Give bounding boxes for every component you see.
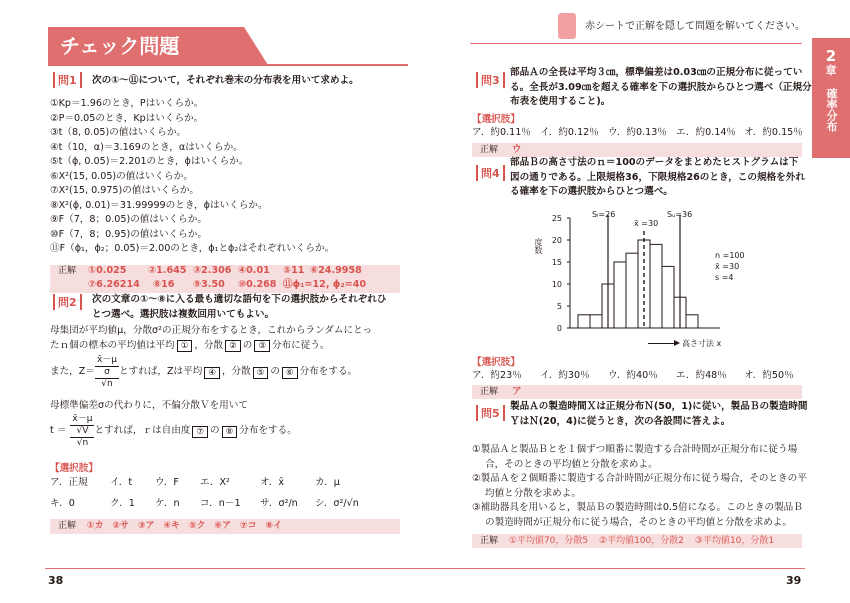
q4-answer: ア (512, 386, 522, 397)
chart-stats: n =100 x̄ =30 s =4 (715, 251, 745, 282)
q1-answer: ⑥24.9958 (310, 265, 362, 276)
q4-label: 問4 (476, 165, 505, 181)
q5-items (472, 443, 807, 530)
q5-item: ②製品Ａを２個順番に製造する合計時間が正規分布に従う場合，そのときの平 (472, 473, 807, 484)
q1-item: ②P＝0.05のとき，Kpはいくらか。 (50, 112, 204, 124)
t-fraction: x̄－μ √V √n (72, 414, 93, 448)
instruction-marker (558, 13, 576, 39)
y-tick-label: 15 (551, 258, 562, 267)
q5-item: ③補助器具を用いると，製品Ｂの製造時間は0.5倍になる。このときの製品Ｂ (472, 502, 803, 513)
q1-answer: ⑩0.268 (238, 279, 277, 290)
q1-answer: ①0.025 (88, 265, 127, 276)
q2-paragraph: 母集団が平均値μ，分散σ²の正規分布をするとき，これからランダムにとっ (50, 325, 373, 336)
q3-label: 問3 (476, 72, 505, 88)
page-title: チェック問題 (60, 34, 180, 58)
header-rule (48, 64, 408, 66)
q2-choice: ケ．n (155, 498, 180, 509)
y-tick-label: 25 (551, 214, 562, 223)
blank-4: ④ (204, 367, 220, 379)
q4-choice: エ．約48％ (676, 370, 727, 381)
q1-answer: ⑪ϕ₁=12, ϕ₂=40 (283, 279, 367, 290)
chart-xaxis-arrowhead (674, 340, 680, 346)
blank-3: ③ (254, 340, 270, 352)
q3-choice: ア．約0.11％ (472, 127, 531, 138)
instruction-text: 赤シートで正解を隠して問題を解いてください。 (585, 21, 805, 32)
q3-choice: オ．約0.15％ (744, 127, 803, 138)
q2-choice: イ．t (110, 477, 133, 488)
q1-item: ④t（10，α)＝3.169のとき，αはいくらか。 (50, 141, 243, 153)
q3-choices-label: 【選択肢】 (472, 114, 520, 125)
y-tick-label: 10 (551, 280, 562, 289)
q1-item: ⑧X²(ϕ, 0.01)＝31.99999のとき，ϕはいくらか。 (50, 199, 268, 211)
q2-text: 次の文章の①〜⑧に入る最も適切な語句を下の選択肢からそれぞれひ (92, 294, 387, 305)
q5-label: 問5 (476, 405, 505, 421)
q2-label: 問2 (53, 294, 82, 310)
blank-2: ② (225, 340, 241, 352)
q1-answer: ⑨3.50 (193, 279, 225, 290)
q2-choice: サ．σ²/n (260, 498, 298, 509)
q4-choice: オ．約50％ (744, 370, 794, 381)
q1-text: 次の①〜⑪について，それぞれ巻末の分布表を用いて求めよ。 (92, 75, 359, 86)
q1-answer: ③2.306 (193, 265, 232, 276)
q4-choice: ア．約23％ (472, 370, 522, 381)
q2-choice: シ．σ²/√n (315, 498, 359, 509)
chart-xaxis-arrow (648, 343, 676, 344)
q1-items (50, 97, 334, 257)
blank-6: ⑥ (282, 367, 298, 379)
histogram-bar (686, 315, 698, 328)
blank-5: ⑤ (253, 367, 269, 379)
q2-t-formula: t ＝ x̄－μ √V √n とすれば，ｒは自由度 ⑦ の ⑧ 分布をする。 (50, 414, 297, 448)
q2-text: とつ選べ。選択肢は複数回用いてもよい。 (92, 309, 275, 320)
q2-choice: コ．n－1 (200, 498, 241, 509)
q5-item-cont: の製造時間が正規分布に従う場合，そのときの平均値と分散を求めよ。 (485, 516, 792, 528)
q2-choice: ア．正規 (50, 477, 88, 488)
q3-choice: イ．約0.12％ (540, 127, 599, 138)
y-tick-label: 0 (556, 324, 562, 333)
q1-answer: ⑤11 (283, 265, 305, 276)
chart-ylabel: 度数 (534, 238, 543, 254)
histogram-bar (662, 266, 674, 328)
q4-choice: ウ．約40％ (608, 370, 658, 381)
q5-item-cont: 均値と分散を求めよ。 (485, 487, 581, 499)
q3-answer: ウ (512, 144, 522, 155)
q3-text: 部品Ａの全長は平均３㎝，標準偏差は0.03㎝の正規分布に従ってい る。全長が3.09㎝を超える確率を下の選択肢からひとつ選べ（正規分 布表を使用すること)。 (510, 67, 812, 107)
blank-1: ① (177, 340, 193, 352)
chapter-tab (812, 38, 850, 158)
q2-choice: ク．1 (110, 498, 135, 509)
histogram-bar (650, 244, 662, 328)
blank-8: ⑧ (222, 426, 238, 438)
q1-item: ⑤t（ϕ, 0.05)＝2.201のとき，ϕはいくらか。 (50, 156, 249, 167)
q5-answer: 正解 ①平均値70，分散5 ②平均値100，分散2 ③平均値10，分散1 (480, 536, 775, 546)
chart-mean-label: x̄ =30 (634, 219, 659, 228)
q1-item: ⑨F（7，8；0.05)の値はいくらか。 (50, 214, 207, 225)
page-number-right: 39 (786, 574, 802, 587)
histogram-bar (578, 315, 590, 328)
q1-item: ⑥X²(15, 0.05)の値はいくらか。 (50, 170, 193, 182)
q4-choices-label: 【選択肢】 (472, 357, 520, 368)
q2-choice: エ．X² (200, 477, 230, 488)
y-tick-label: 5 (556, 302, 562, 311)
blank-7: ⑦ (192, 426, 208, 438)
chart-sl-label: Sₗ=26 (592, 210, 616, 219)
q2-choice: オ．x̄ (260, 477, 285, 488)
q5-item: ①製品Ａと製品Ｂとを１個ずつ順番に製造する合計時間が正規分布に従う場 (472, 444, 798, 455)
q2-z-formula: また，Z＝ x̄－μ σ √n とすれば，Zは平均 ④ ，分散 ⑤ の ⑥ 分布をする。 (50, 355, 358, 389)
q1-item: ⑩F（7，8；0.95)の値はいくらか。 (50, 228, 207, 240)
q2-choice: カ．μ (315, 477, 340, 488)
y-tick-label: 20 (551, 236, 562, 245)
q5-item-cont: 合，そのときの平均値と分散を求めよ。 (485, 458, 658, 470)
footer-rule (45, 568, 805, 569)
q1-answer: ⑧16 (153, 279, 175, 290)
q5-text: 製品Ａの製造時間Ｘは正規分布Ｎ(50，1)に従い，製品Ｂの製造時間 ＹはＮ(20，4)に従うとき，次の各設問に答えよ。 (510, 401, 808, 427)
chapter-name: 確率分布 (825, 88, 838, 132)
q4-answer-label: 正解 (480, 387, 499, 397)
q2-line-mean: たｎ個の標本の平均値は平均 ① ，分散 ② の ③ 分布に従う。 (50, 340, 330, 351)
q1-item: ⑪F（ϕ₁，ϕ₂；0.05)＝2.00のとき，ϕ₁とϕ₂はそれぞれいくらか。 (50, 243, 335, 254)
q3-choice: エ．約0.14％ (676, 127, 737, 138)
chapter-kanji: 章 (825, 64, 837, 77)
q1-label: 問1 (53, 72, 82, 88)
q4-choice: イ．約30％ (540, 370, 590, 381)
q3-choice: ウ．約0.13％ (608, 127, 667, 138)
chart-su-label: Sᵤ=36 (667, 210, 693, 219)
q1-answer-label: 正解 (58, 266, 77, 276)
histogram-bar (614, 262, 626, 328)
q2-choice: ウ．F (155, 477, 179, 488)
q1-answer: ②1.645 (148, 265, 187, 276)
z-fraction: x̄－μ σ √n (96, 355, 118, 389)
q1-item: ①Kp＝1.96のとき，Pはいくらか。 (50, 98, 204, 109)
q2-choices-label: 【選択肢】 (50, 463, 98, 474)
histogram-bar (590, 315, 602, 328)
q2-paragraph: 母標準偏差σの代わりに，不偏分散Ｖを用いて (50, 400, 248, 411)
q1-item: ③t（8, 0.05)の値はいくらか。 (50, 127, 187, 138)
q2-choice: キ．0 (50, 498, 75, 509)
chapter-number: 2 (825, 47, 837, 65)
q3-answer-label: 正解 (480, 145, 499, 155)
q4-text: 部品Ｂの高さ寸法のｎ＝100のデータをまとめたヒストグラムは下 図の通りである。上限規格36，下限規格26のとき，この規格を外れ る確率を下の選択肢からひとつ選べ。 (510, 157, 805, 197)
q1-answer: ⑦6.26214 (88, 279, 140, 290)
q1-item: ⑦X²(15, 0.975)の値はいくらか。 (50, 185, 200, 196)
page-number-left: 38 (48, 574, 64, 587)
histogram-bar (626, 253, 638, 328)
chart-xlabel: 高さ寸法 x (682, 339, 722, 348)
instruction-rule (470, 43, 802, 44)
q1-answer: ④0.01 (238, 265, 270, 276)
q2-answer: 正解 ①カ ②サ ③ア ④キ ⑤ク ⑥ア ⑦コ ⑧イ (58, 521, 283, 531)
header-title-banner (48, 27, 268, 65)
